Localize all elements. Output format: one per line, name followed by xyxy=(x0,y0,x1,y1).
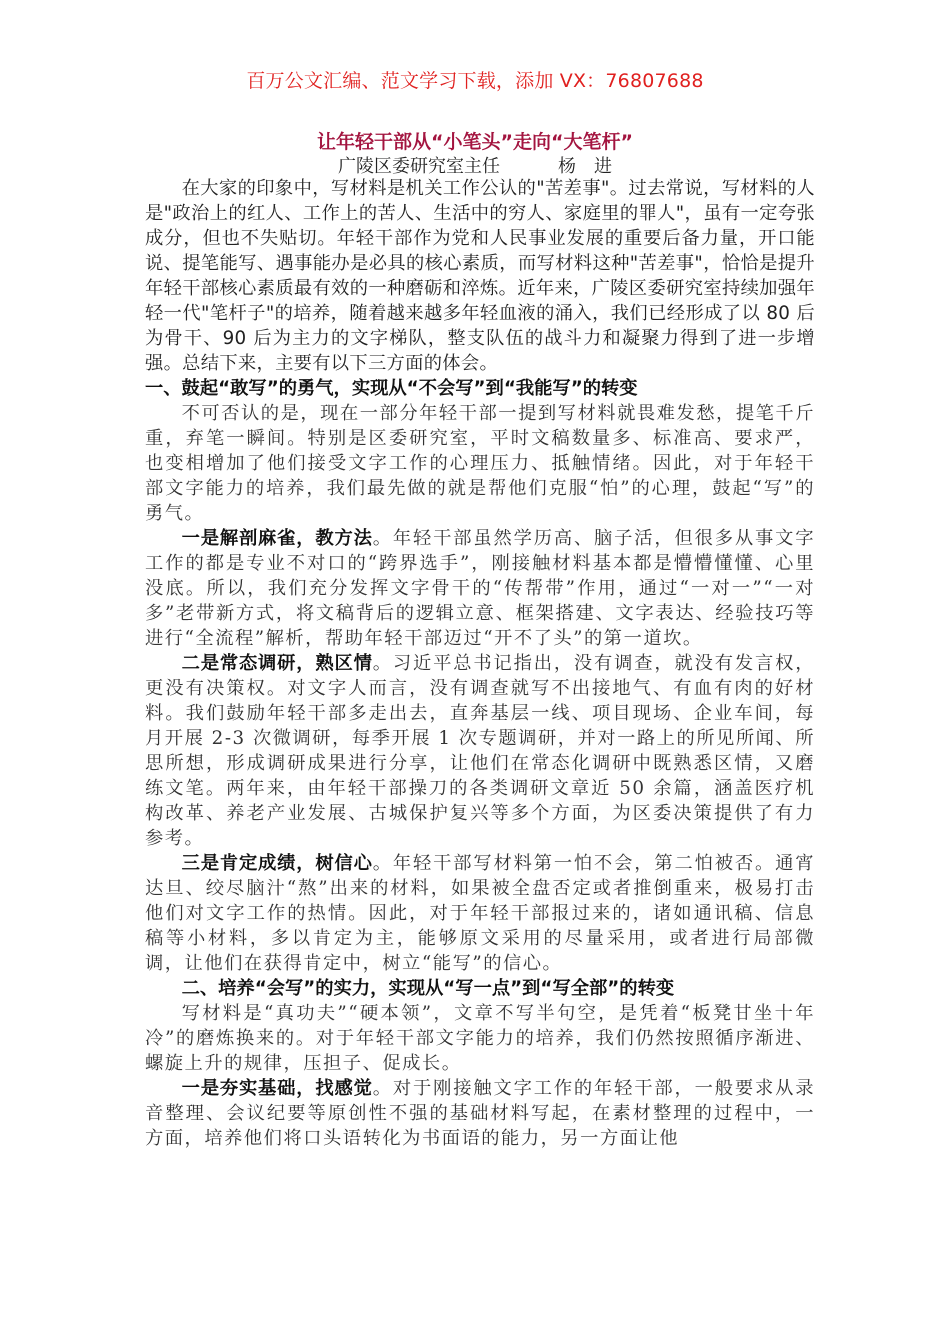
intro-paragraph: 在大家的印象中，写材料是机关工作公认的"苦差事"。过去常说，写材料的人是"政治上的红人、工作上的苦人、生活中的穷人、家庭里的罪人"，虽有一定夸张成分，但也不失贴切。年轻干部作为党和人民事业发展的重要后备力量，开口能说、提笔能写、遇事能办是必具的核心素质，而写材料这种"苦差事"，恰恰是提升年轻干部核心素质最有效的一种磨砺和淬炼。近年来，广陵区委研究室持续加强年轻一代"笔杆子"的培养，随着越来越多年轻血液的涌入，我们已经形成了以 80 后为骨干、90 后为主力的文字梯队，整支队伍的战斗力和凝聚力得到了进一步增强。总结下来，主要有以下三方面的体会。 xyxy=(145,178,815,374)
point-lead: 三是肯定成绩，树信心 xyxy=(181,853,373,874)
section-heading-1: 一、鼓起“敢写”的勇气，实现从“不会写”到“我能写”的转变 xyxy=(145,378,638,399)
article-body xyxy=(145,176,815,1151)
section-2-intro: 写材料是“真功夫”“硬本领”，文章不写半句空，是凭着“板凳甘坐十年冷”的磨炼换来的。对于年轻干部文字能力的培养，我们仍然按照循序渐进、螺旋上升的规律，压担子、促成长。 xyxy=(145,1003,815,1074)
point-text: 。年轻干部写材料第一怕不会，第二怕被否。通宵达旦、绞尽脑汁“熬”出来的材料，如果被全盘否定或者推倒重来，极易打击他们对文字工作的热情。因此，对于年轻干部报过来的，诸如通讯稿、信息稿等小材料，多以肯定为主，能够原文采用的尽量采用，或者进行局部微调，让他们在获得肯定中，树立“能写”的信心。 xyxy=(145,853,816,974)
point-text: 。年轻干部虽然学历高、脑子活，但很多从事文字工作的都是专业不对口的“跨界选手”，刚接触材料基本都是懵懵懂懂、心里没底。所以，我们充分发挥文字骨干的“传帮带”作用，通过“一对一”“一对多”老带新方式，将文稿背后的逻辑立意、框架搭建、文字表达、经验技巧等进行“全流程”解析，帮助年轻干部迈过“开不了头”的第一道坎。 xyxy=(145,528,816,649)
section-1-point-1 xyxy=(145,526,815,651)
section-1-point-3 xyxy=(145,851,815,976)
byline-name: 杨 进 xyxy=(558,156,612,177)
promo-watermark: 百万公文汇编、范文学习下载，添加 VX：76807688 xyxy=(246,70,704,92)
point-text: 。习近平总书记指出，没有调查，就没有发言权，更没有决策权。对文字人而言，没有调查就写不出接地气、有血有肉的好材料。我们鼓励年轻干部多走出去，直奔基层一线、项目现场、企业车间，每月开展 2-3 次微调研，每季开展 1 次专题调研，并对一路上的所见所闻、所思所想，形成调研成果进行分享，让他们在常态化调研中既熟悉区情，又磨练文笔。两年来，由年轻干部操刀的各类调研文章近 50 余篇，涵盖医疗机构改革、养老产业发展、古城保护复兴等多个方面，为区委决策提供了有力参考。 xyxy=(145,653,816,849)
section-1-point-2 xyxy=(145,651,815,851)
point-lead: 二是常态调研，熟区情 xyxy=(181,653,373,674)
point-lead: 一是夯实基础，找感觉 xyxy=(181,1078,373,1099)
byline-org: 广陵区委研究室主任 xyxy=(338,156,500,177)
section-1-intro: 不可否认的是，现在一部分年轻干部一提到写材料就畏难发愁，提笔千斤重，弃笔一瞬间。特别是区委研究室，平时文稿数量多、标准高、要求严，也变相增加了他们接受文字工作的心理压力、抵触情绪。因此，对于年轻干部文字能力的培养，我们最先做的就是帮他们克服“怕”的心理，鼓起“写”的勇气。 xyxy=(145,403,815,524)
byline xyxy=(0,152,950,178)
point-lead: 一是解剖麻雀，教方法 xyxy=(181,528,373,549)
point-text: 。对于刚接触文字工作的年轻干部，一般要求从录音整理、会议纪要等原创性不强的基础材料写起，在素材整理的过程中，一方面，培养他们将口头语转化为书面语的能力，另一方面让他 xyxy=(145,1078,816,1149)
article-title: 让年轻干部从“小笔头”走向“大笔杆” xyxy=(317,131,633,153)
section-heading-2: 二、培养“会写”的实力，实现从“写一点”到“写全部”的转变 xyxy=(181,978,675,999)
section-2-point-1 xyxy=(145,1076,815,1151)
